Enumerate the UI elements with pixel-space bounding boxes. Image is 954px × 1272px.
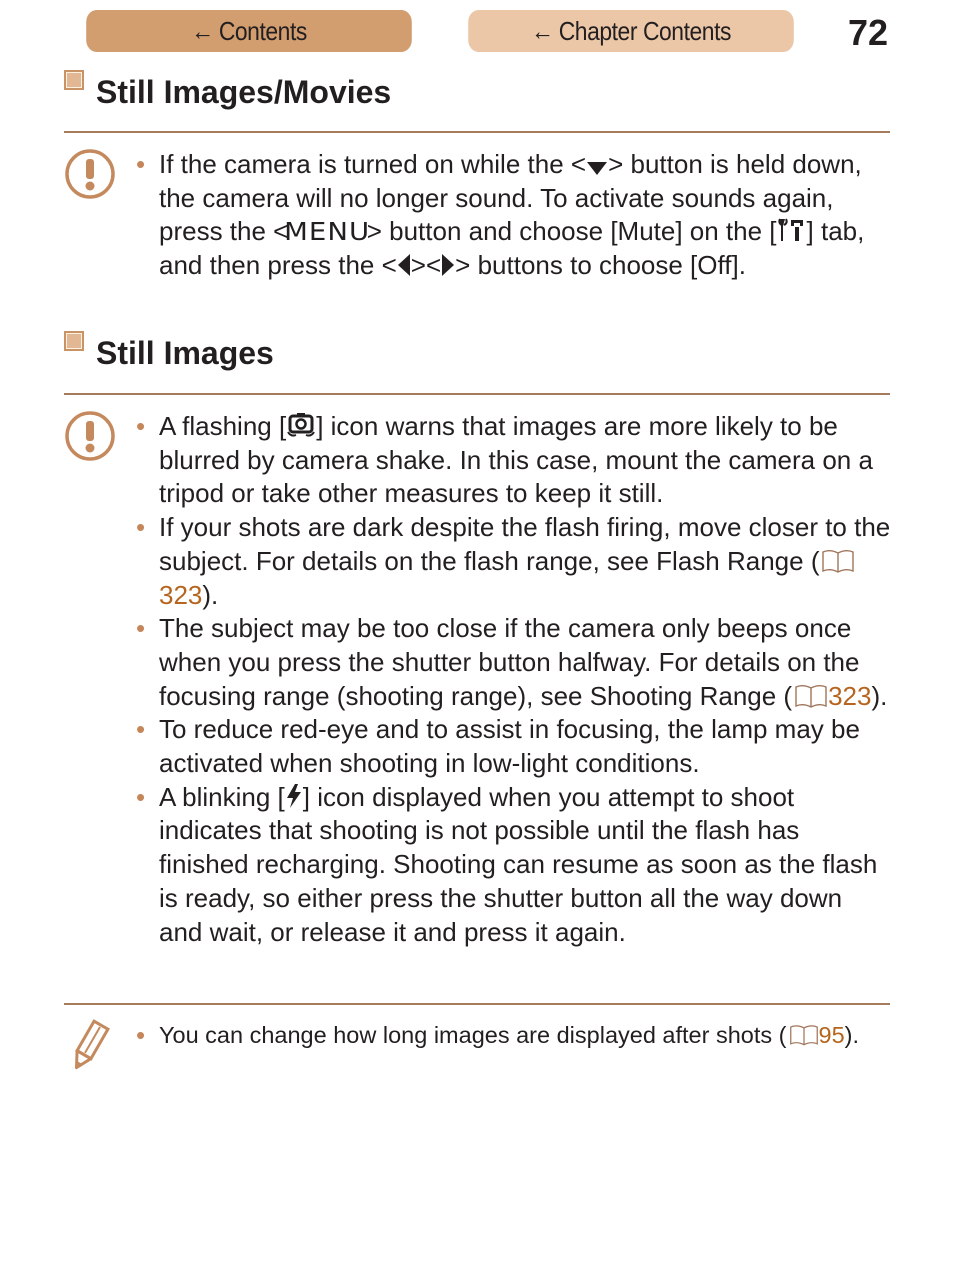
book-icon — [789, 1024, 819, 1046]
caution-icon — [64, 410, 116, 462]
page-link[interactable]: 323 — [159, 579, 203, 610]
caution-icon — [64, 148, 116, 200]
square-marker-icon — [64, 70, 84, 90]
section-title-still-images: Still Images — [96, 335, 274, 371]
list-item: • A flashing [ ] icon warns that images are more likely to be blurred by camera shake. In this case, mount the camera on a tripod or take other measures to keep it still. — [136, 410, 892, 511]
camera-shake-icon — [286, 410, 316, 438]
caution-list — [136, 410, 892, 949]
list-item: • To reduce red-eye and to assist in focusing, the lamp may be activated when shooting in low-light conditions. — [136, 713, 892, 780]
section-divider — [64, 131, 890, 133]
list-item: • If your shots are dark despite the flash firing, move closer to the subject. For details on the flash range, see Flash Range (323). — [136, 511, 892, 612]
pencil-icon — [66, 1018, 112, 1074]
list-item: • If the camera is turned on while the < > button is held down, the camera will no longer sound. To activate sounds again, press the <MENU> button and choose [Mute] on the [ ] tab, and then press the < >< > buttons to choose [Off]. — [136, 148, 892, 283]
contents-button[interactable] — [86, 10, 412, 52]
menu-button-glyph: MENU — [284, 217, 371, 247]
section-title-still-images-movies: Still Images/Movies — [96, 74, 392, 110]
right-triangle-icon — [441, 253, 455, 277]
left-arrow-icon: ← — [530, 15, 554, 46]
tools-tab-icon — [777, 217, 807, 243]
section-divider — [64, 393, 890, 395]
page-link[interactable]: 323 — [828, 680, 872, 711]
book-icon — [821, 549, 855, 573]
section-divider — [64, 1003, 890, 1005]
note-list — [136, 1019, 892, 1051]
caution-list — [136, 148, 892, 283]
list-item: • A blinking [ ] icon displayed when you attempt to shoot indicates that shooting is not possible until the flash has finished recharging. Shooting can resume as soon as the flash is ready, so either press the shutter button all the way down and wait, or release it and press it again. — [136, 781, 892, 950]
flash-icon — [285, 783, 303, 809]
contents-label: Contents — [218, 15, 307, 46]
page-number: 72 — [847, 12, 888, 53]
list-item: • The subject may be too close if the camera only beeps once when you press the shutter button halfway. For details on the focusing range (shooting range), see Shooting Range ( 323). — [136, 612, 892, 713]
left-triangle-icon — [397, 253, 411, 277]
chapter-contents-button[interactable] — [468, 10, 794, 52]
page-link[interactable]: 95 — [818, 1022, 845, 1048]
book-icon — [794, 684, 828, 708]
left-arrow-icon: ← — [191, 15, 214, 46]
square-marker-icon — [64, 331, 84, 351]
list-item: • You can change how long images are displayed after shots ( 95). — [136, 1019, 892, 1051]
chapter-contents-label: Chapter Contents — [558, 15, 732, 46]
down-triangle-icon — [586, 160, 608, 176]
